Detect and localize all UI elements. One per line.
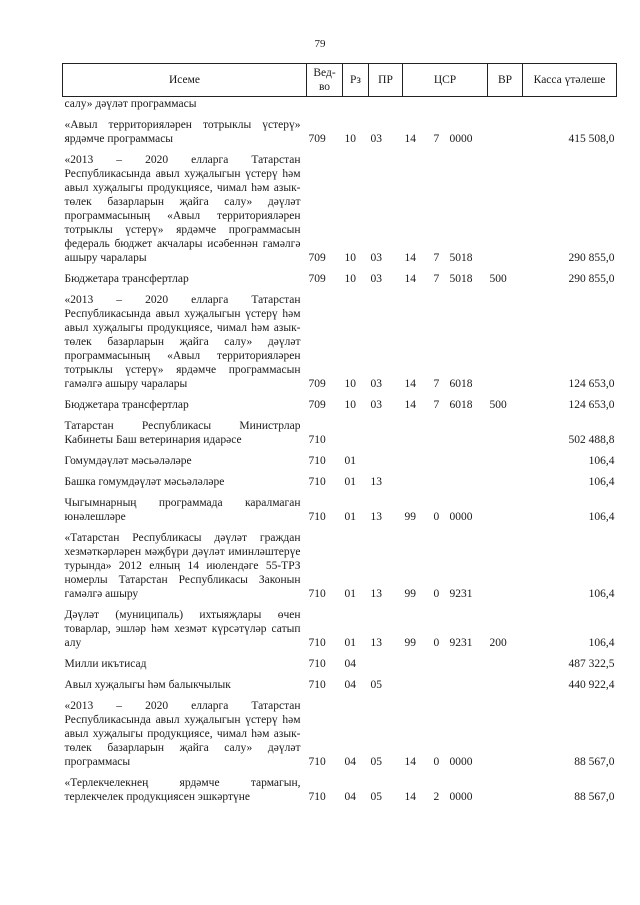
- table-row: [63, 601, 617, 650]
- row-csr-program: 99: [404, 588, 416, 600]
- row-vr: 500: [489, 273, 507, 285]
- row-pr: 03: [370, 273, 382, 285]
- header-rz: Рз: [343, 64, 369, 97]
- table-row: [63, 97, 617, 112]
- row-csr-program: 14: [404, 252, 416, 264]
- table-row: [63, 769, 617, 804]
- table-row: [63, 391, 617, 412]
- row-csr-subprogram: [432, 412, 448, 447]
- row-sum: 88 567,0: [574, 791, 615, 803]
- row-sum: 88 567,0: [574, 756, 615, 768]
- row-name: «Татарстан Республикасы дәүләт граждан хезмәткәрләрен мәҗбүри дәүләт иминләштерүе турында» 2012 елның 14 июлендәге 55-ТРЗ номерлы Татарстан Республикасы Законын гамәлгә ашыру: [64, 532, 301, 600]
- row-pr: 03: [370, 399, 382, 411]
- row-ved: 710: [308, 637, 326, 649]
- row-ved: 709: [308, 252, 326, 264]
- table-row: [63, 111, 617, 146]
- table-row: [63, 468, 617, 489]
- table-row: [63, 524, 617, 601]
- row-csr-program: 14: [404, 378, 416, 390]
- row-csr-subprogram: [432, 650, 448, 671]
- row-rz: 10: [344, 252, 356, 264]
- row-name: Милли икътисад: [64, 658, 147, 670]
- row-sum: 502 488,8: [568, 434, 615, 446]
- row-rz: [343, 412, 369, 447]
- row-rz: 04: [344, 679, 356, 691]
- row-csr-program: 99: [404, 637, 416, 649]
- row-sum: 106,4: [588, 511, 615, 523]
- row-csr-direction: 6018: [449, 399, 473, 411]
- table-row: [63, 671, 617, 692]
- row-vr: 500: [489, 399, 507, 411]
- row-csr-program: [403, 468, 432, 489]
- row-csr-program: [403, 97, 432, 112]
- row-ved: 710: [308, 455, 326, 467]
- row-pr: [369, 650, 403, 671]
- row-vr: [488, 489, 523, 524]
- row-csr-program: [403, 447, 432, 468]
- table-row: [63, 286, 617, 391]
- row-rz: 01: [344, 637, 356, 649]
- row-ved: 710: [308, 511, 326, 523]
- row-name: Авыл хуҗалыгы һәм балыкчылык: [64, 679, 231, 691]
- row-csr-subprogram: [432, 671, 448, 692]
- row-rz: 01: [344, 511, 356, 523]
- row-sum: 290 855,0: [568, 252, 615, 264]
- row-vr: [488, 111, 523, 146]
- row-csr-program: [403, 671, 432, 692]
- row-csr-subprogram: [432, 468, 448, 489]
- row-sum: 290 855,0: [568, 273, 615, 285]
- row-vr: 200: [489, 637, 507, 649]
- row-pr: 03: [370, 133, 382, 145]
- row-ved: 709: [308, 273, 326, 285]
- row-pr: 13: [370, 476, 382, 488]
- row-csr-direction: 0000: [449, 133, 473, 145]
- row-ved: 710: [308, 679, 326, 691]
- row-ved: 710: [308, 434, 326, 446]
- row-pr: 05: [370, 756, 382, 768]
- row-pr: [369, 97, 403, 112]
- row-csr-direction: 0000: [449, 511, 473, 523]
- row-name: салу» дәүләт программасы: [64, 98, 197, 110]
- row-name: Бюджетара трансфертлар: [64, 273, 189, 285]
- row-sum: 106,4: [588, 476, 615, 488]
- row-csr-direction: [448, 671, 488, 692]
- row-csr-subprogram: 0: [433, 756, 440, 768]
- row-pr: 03: [370, 378, 382, 390]
- row-name: «2013 – 2020 елларга Татарстан Республикасында авыл хуҗалыгын үстерү һәм авыл хуҗалыгы продукциясе, чимал һәм азык-төлек базарларын җайга салу» дәүләт программасының «Авыл территорияләрен тотрыклы үстерү» ярдәмче программасын федераль бюджет акчалары исәбеннән гамәлгә ашыру чаралары: [64, 154, 301, 264]
- row-ved: 710: [308, 476, 326, 488]
- header-vr: ВР: [488, 64, 523, 97]
- row-ved: 709: [308, 399, 326, 411]
- row-name: Татарстан Республикасы Министрлар Кабинеты Баш ветеринария идарәсе: [64, 420, 301, 446]
- row-sum: 415 508,0: [568, 133, 615, 145]
- row-csr-program: 14: [404, 756, 416, 768]
- row-pr: [369, 412, 403, 447]
- header-ved: Вед-во: [307, 64, 343, 97]
- row-csr-subprogram: 0: [433, 637, 440, 649]
- row-csr-subprogram: [432, 447, 448, 468]
- row-csr-program: 99: [404, 511, 416, 523]
- row-rz: [343, 97, 369, 112]
- row-vr: [488, 146, 523, 265]
- table-header: [63, 64, 617, 97]
- row-name: Дәүләт (муниципаль) ихтыяҗлары өчен товарлар, эшләр һәм хезмәт күрсәтүләр сатып алу: [64, 609, 301, 649]
- row-ved: [307, 97, 343, 112]
- row-sum: 124 653,0: [568, 378, 615, 390]
- row-rz: 04: [344, 756, 356, 768]
- row-pr: 05: [370, 679, 382, 691]
- row-pr: 05: [370, 791, 382, 803]
- row-csr-program: 14: [404, 399, 416, 411]
- header-pr: ПР: [369, 64, 403, 97]
- row-csr-subprogram: 7: [433, 252, 440, 264]
- row-vr: [488, 671, 523, 692]
- row-csr-program: 14: [404, 273, 416, 285]
- row-ved: 710: [308, 756, 326, 768]
- row-csr-subprogram: 7: [433, 378, 440, 390]
- row-csr-subprogram: 7: [433, 133, 440, 145]
- row-vr: [488, 650, 523, 671]
- row-csr-direction: 9231: [449, 588, 473, 600]
- row-name: Чыгымнарның программада каралмаган юнәлешләре: [64, 497, 301, 523]
- row-sum: 106,4: [588, 588, 615, 600]
- row-pr: 13: [370, 637, 382, 649]
- row-name: «2013 – 2020 елларга Татарстан Республикасында авыл хуҗалыгын үстерү һәм авыл хуҗалыгы продукциясе, чимал һәм азык-төлек базарларын җайга салу» дәүләт программасы: [64, 700, 301, 768]
- row-sum: [523, 97, 617, 112]
- row-rz: 01: [344, 476, 356, 488]
- row-vr: [488, 447, 523, 468]
- row-csr-subprogram: 0: [433, 511, 440, 523]
- row-csr-subprogram: 2: [433, 791, 440, 803]
- row-rz: 10: [344, 133, 356, 145]
- budget-table: [62, 63, 617, 804]
- row-name: Башка гомумдәүләт мәсьәләләре: [64, 476, 225, 488]
- row-vr: [488, 468, 523, 489]
- row-rz: 10: [344, 378, 356, 390]
- row-csr-subprogram: 7: [433, 399, 440, 411]
- row-rz: 04: [344, 658, 356, 670]
- row-csr-program: [403, 412, 432, 447]
- row-csr-direction: 5018: [449, 273, 473, 285]
- row-rz: 04: [344, 791, 356, 803]
- row-sum: 440 922,4: [568, 679, 615, 691]
- row-name: Гомумдәүләт мәсьәләләре: [64, 455, 192, 467]
- header-sum: Касса үтәлеше: [523, 64, 617, 97]
- row-csr-direction: 5018: [449, 252, 473, 264]
- row-csr-subprogram: 7: [433, 273, 440, 285]
- row-vr: [488, 97, 523, 112]
- row-csr-direction: 0000: [449, 791, 473, 803]
- row-pr: 13: [370, 511, 382, 523]
- row-ved: 710: [308, 791, 326, 803]
- row-csr-direction: [448, 650, 488, 671]
- row-sum: 124 653,0: [568, 399, 615, 411]
- row-sum: 487 322,5: [568, 658, 615, 670]
- table-row: [63, 265, 617, 286]
- row-name: «Терлекчелекнең ярдәмче тармагын, терлекчелек продукциясен эшкәртүне: [64, 777, 301, 803]
- table-row: [63, 447, 617, 468]
- row-pr: [369, 447, 403, 468]
- row-name: «2013 – 2020 елларга Татарстан Республикасында авыл хуҗалыгын үстерү һәм авыл хуҗалыгы продукциясе, чимал һәм азык-төлек базарларын җайга салу» дәүләт программасының «Авыл территорияләрен тотрыклы үстерү» ярдәмче программасын гамәлгә ашыру чаралары: [64, 294, 301, 390]
- row-csr-direction: 9231: [449, 637, 473, 649]
- row-csr-direction: 0000: [449, 756, 473, 768]
- row-csr-direction: [448, 468, 488, 489]
- row-rz: 01: [344, 588, 356, 600]
- row-ved: 710: [308, 658, 326, 670]
- row-csr-subprogram: 0: [433, 588, 440, 600]
- row-rz: 10: [344, 273, 356, 285]
- row-ved: 710: [308, 588, 326, 600]
- row-rz: 01: [344, 455, 356, 467]
- row-pr: 03: [370, 252, 382, 264]
- row-csr-program: [403, 650, 432, 671]
- header-csr: ЦСР: [403, 64, 488, 97]
- row-csr-direction: [448, 447, 488, 468]
- row-name: Бюджетара трансфертлар: [64, 399, 189, 411]
- page-number: 79: [314, 38, 326, 50]
- table-row: [63, 650, 617, 671]
- row-csr-program: 14: [404, 133, 416, 145]
- row-vr: [488, 524, 523, 601]
- row-rz: 10: [344, 399, 356, 411]
- table-row: [63, 692, 617, 769]
- header-name: Исеме: [63, 64, 307, 97]
- row-ved: 709: [308, 133, 326, 145]
- row-vr: [488, 692, 523, 769]
- row-pr: 13: [370, 588, 382, 600]
- table-body: [63, 97, 617, 805]
- row-csr-direction: [448, 97, 488, 112]
- row-csr-subprogram: [432, 97, 448, 112]
- row-sum: 106,4: [588, 455, 615, 467]
- table-row: [63, 146, 617, 265]
- row-name: «Авыл территорияләрен тотрыклы үстерү» ярдәмче программасы: [64, 119, 301, 145]
- row-vr: [488, 769, 523, 804]
- table-row: [63, 412, 617, 447]
- row-vr: [488, 286, 523, 391]
- row-csr-direction: [448, 412, 488, 447]
- row-csr-program: 14: [404, 791, 416, 803]
- table-row: [63, 489, 617, 524]
- row-ved: 709: [308, 378, 326, 390]
- row-csr-direction: 6018: [449, 378, 473, 390]
- row-vr: [488, 412, 523, 447]
- row-sum: 106,4: [588, 637, 615, 649]
